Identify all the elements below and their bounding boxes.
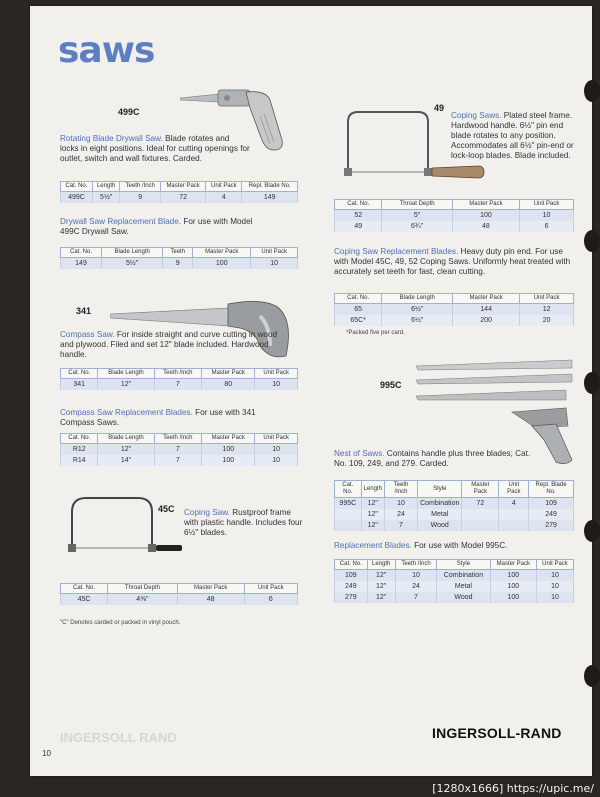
table-row [335, 570, 574, 582]
catalog-page [30, 6, 592, 776]
table-drywall-blade [60, 247, 298, 269]
desc-341 [60, 330, 278, 360]
col-header: Length [92, 182, 120, 192]
watermark: [1280x1666] https://upic.me/ [432, 782, 594, 795]
cell: 149 [61, 258, 102, 270]
carded-note: "C" Denotes carded or packed in vinyl pouch. [60, 620, 181, 626]
col-header: Blade Length [102, 248, 163, 258]
cell: 100 [490, 570, 536, 582]
col-header: Teeth /Inch [120, 182, 161, 192]
col-header: Teeth /Inch [154, 434, 202, 444]
model-341: 341 [76, 306, 92, 316]
cell: 10 [536, 570, 573, 582]
cell: 12" [367, 592, 395, 603]
cell: 10 [255, 455, 298, 466]
col-header: Style [418, 481, 462, 498]
cell: 109 [335, 570, 368, 582]
cell: 279 [335, 592, 368, 603]
cell: 14" [98, 455, 154, 466]
cell: 5" [382, 210, 452, 222]
cell [462, 520, 499, 531]
table-45c [60, 583, 298, 605]
cell: 9 [120, 192, 161, 204]
cell: 7 [395, 592, 436, 603]
col-header: Throat Depth [382, 200, 452, 210]
table-header [335, 560, 574, 570]
cell [499, 520, 529, 531]
col-header: Unit Pack [536, 560, 573, 570]
cell: 24 [395, 581, 436, 592]
desc-995c [334, 449, 534, 469]
table-row [335, 498, 574, 510]
desc-49 [451, 111, 581, 161]
cell: 65C* [335, 315, 382, 326]
title-45c: Coping Saw. [184, 508, 230, 517]
table-row [335, 592, 574, 603]
cell: 65 [335, 304, 382, 316]
cell: 149 [242, 192, 298, 204]
table-row [335, 221, 574, 232]
cell: 10 [520, 210, 574, 222]
cell: 12" [367, 570, 395, 582]
table-row [61, 455, 298, 466]
desc-nest-blades [334, 541, 574, 551]
col-header: Throat Depth [108, 584, 178, 594]
cell: Metal [418, 509, 462, 520]
desc-499c [60, 134, 250, 164]
col-header: Length [367, 560, 395, 570]
col-header: Teeth /Inch [395, 560, 436, 570]
cell: 7 [154, 444, 202, 456]
table-341 [60, 368, 298, 390]
title-49: Coping Saws. [451, 111, 502, 120]
cell: 6½" [382, 304, 453, 316]
cell: 7 [384, 520, 417, 531]
cell: R12 [61, 444, 98, 456]
col-header: Blade Length [382, 294, 453, 304]
model-45c: 45C [158, 504, 175, 514]
table-nest-blades [334, 559, 574, 603]
cell: 6½" [382, 315, 453, 326]
binder-hole [584, 665, 600, 687]
col-header: Length [361, 481, 384, 498]
ghost-brand: INGERSOLL RAND [60, 730, 177, 745]
cell: 6 [520, 221, 574, 232]
col-header: Master Pack [202, 369, 255, 379]
cell: 5½" [92, 192, 120, 204]
cell: 144 [453, 304, 520, 316]
cell: 12" [98, 379, 154, 391]
desc-compass-blades [60, 408, 278, 428]
col-header: Unit Pack [499, 481, 529, 498]
table-header [61, 369, 298, 379]
col-header: Unit Pack [206, 182, 242, 192]
col-header: Cat. No. [61, 248, 102, 258]
cell: 100 [490, 592, 536, 603]
col-header: Master Pack [490, 560, 536, 570]
col-header: Cat. No. [335, 294, 382, 304]
col-header: Teeth /Inch [384, 481, 417, 498]
cell: Combination [418, 498, 462, 510]
cell: R14 [61, 455, 98, 466]
packed-footnote: *Packed five per card. [346, 330, 405, 336]
table-header [61, 434, 298, 444]
col-header: Unit Pack [520, 200, 574, 210]
cell: 4 [499, 498, 529, 510]
col-header: Cat. No. [335, 200, 382, 210]
cell: 12" [367, 581, 395, 592]
binder-hole [584, 80, 600, 102]
col-header: Cat. No. [61, 369, 98, 379]
table-49 [334, 199, 574, 232]
table-row [335, 315, 574, 326]
table-compass-blades [60, 433, 298, 466]
col-header: Unit Pack [255, 434, 298, 444]
table-row [61, 594, 298, 606]
cell: 12 [520, 304, 574, 316]
cell: Metal [437, 581, 490, 592]
cell: 6¾" [382, 221, 452, 232]
cell: 100 [490, 581, 536, 592]
text-49: Plated steel frame. Hardwood handle. 6½" pin end blade rotates to any position. Accommodates all 6½" pin-end or lock-loop blades. Blade included. [451, 111, 574, 160]
cell: 4⅜" [108, 594, 178, 606]
cell: 5½" [102, 258, 163, 270]
cell: 7 [154, 379, 202, 391]
col-header: Master Pack [160, 182, 205, 192]
cell: 279 [529, 520, 574, 531]
col-header: Blade Length [98, 369, 154, 379]
table-row [335, 509, 574, 520]
cell: 20 [520, 315, 574, 326]
text-45c: Rustproof frame with plastic handle. Includes four 6½" blades. [184, 508, 303, 537]
cell: 80 [202, 379, 255, 391]
text-drywall-blade: For use with Model 499C Drywall Saw. [60, 217, 253, 236]
title-499c: Rotating Blade Drywall Saw. [60, 134, 163, 143]
table-header [61, 248, 298, 258]
table-header [335, 200, 574, 210]
title-coping-blades: Coping Saw Replacement Blades. [334, 247, 459, 256]
col-header: Master Pack [452, 200, 519, 210]
cell: 12" [361, 509, 384, 520]
cell: 48 [452, 221, 519, 232]
cell: 109 [529, 498, 574, 510]
table-499c [60, 181, 298, 203]
col-header: Repl. Blade No. [529, 481, 574, 498]
cell: 341 [61, 379, 98, 391]
cell: 45C [61, 594, 108, 606]
col-header: Unit Pack [251, 248, 298, 258]
cell: Wood [437, 592, 490, 603]
title-compass-blades: Compass Saw Replacement Blades. [60, 408, 193, 417]
brand-logo: INGERSOLL-RAND [432, 725, 562, 741]
col-header: Cat. No. [335, 560, 368, 570]
page-number: 10 [42, 749, 51, 758]
text-499c: Blade rotates and locks in eight positions. Ideal for cutting openings for outlet, switch and wall fixtures. Carded. [60, 134, 250, 163]
cell: 10 [536, 592, 573, 603]
model-995c: 995C [380, 380, 402, 390]
table-header [61, 182, 298, 192]
cell: 10 [395, 570, 436, 582]
table-row [61, 444, 298, 456]
cell: 10 [384, 498, 417, 510]
text-coping-blades: Heavy duty pin end. For use with Model 45C, 49, 52 Coping Saws. Uniformly heat treated with accurately set teeth for fast, clean cutting. [334, 247, 571, 276]
cell: 10 [251, 258, 298, 270]
text-nest-blades: For use with Model 995C. [411, 541, 508, 550]
cell: 7 [154, 455, 202, 466]
table-header [61, 584, 298, 594]
table-row [335, 581, 574, 592]
text-995c: Contains handle plus three blades; Cat. No. 109, 249, and 279. Carded. [334, 449, 531, 468]
table-header [335, 481, 574, 498]
model-49: 49 [434, 103, 445, 113]
cell: 24 [384, 509, 417, 520]
table-coping-blades [334, 293, 574, 326]
cell: 4 [206, 192, 242, 204]
table-row [335, 520, 574, 531]
table-row [61, 192, 298, 204]
cell: 249 [529, 509, 574, 520]
cell: 249 [335, 581, 368, 592]
cell [499, 509, 529, 520]
table-995c [334, 480, 574, 531]
col-header: Master Pack [202, 434, 255, 444]
cell: Combination [437, 570, 490, 582]
col-header: Teeth [163, 248, 193, 258]
cell: 72 [462, 498, 499, 510]
cell: 12" [361, 498, 384, 510]
cell: 6 [244, 594, 297, 606]
cell: 12" [361, 520, 384, 531]
cell [335, 520, 362, 531]
col-header: Master Pack [462, 481, 499, 498]
page-title: saws [58, 30, 155, 71]
cell: 72 [160, 192, 205, 204]
cell: 10 [536, 581, 573, 592]
col-header: Repl. Blade No. [242, 182, 298, 192]
col-header: Cat. No. [61, 182, 93, 192]
col-header: Style [437, 560, 490, 570]
title-drywall-blade: Drywall Saw Replacement Blade. [60, 217, 182, 226]
cell [462, 509, 499, 520]
col-header: Blade Length [98, 434, 154, 444]
cell: 12" [98, 444, 154, 456]
table-row [335, 210, 574, 222]
desc-drywall-blade [60, 217, 270, 237]
binder-hole [584, 230, 600, 252]
col-header: Unit Pack [255, 369, 298, 379]
cell: 100 [452, 210, 519, 222]
cell: 995C [335, 498, 362, 510]
col-header: Cat. No. [335, 481, 362, 498]
cell: 100 [193, 258, 251, 270]
desc-coping-blades [334, 247, 574, 277]
cell: 10 [255, 379, 298, 391]
cell: 200 [453, 315, 520, 326]
cell: 10 [255, 444, 298, 456]
col-header: Cat. No. [61, 434, 98, 444]
title-995c: Nest of Saws. [334, 449, 385, 458]
cell: 9 [163, 258, 193, 270]
cell: Wood [418, 520, 462, 531]
col-header: Teeth /Inch [154, 369, 202, 379]
table-header [335, 294, 574, 304]
cell: 499C [61, 192, 93, 204]
table-row [61, 258, 298, 270]
text-compass-blades: For use with 341 Compass Saws. [60, 408, 256, 427]
cell: 100 [202, 455, 255, 466]
col-header: Cat. No. [61, 584, 108, 594]
col-header: Master Pack [177, 584, 244, 594]
title-341: Compass Saw. [60, 330, 115, 339]
cell: 48 [177, 594, 244, 606]
binder-hole [584, 372, 600, 394]
col-header: Master Pack [193, 248, 251, 258]
cell [335, 509, 362, 520]
text-341: For inside straight and curve cutting in wood and plywood. Filed and set 12" blade included. Hardwood handle. [60, 330, 278, 359]
cell: 100 [202, 444, 255, 456]
col-header: Unit Pack [520, 294, 574, 304]
col-header: Unit Pack [244, 584, 297, 594]
cell: 52 [335, 210, 382, 222]
title-nest-blades: Replacement Blades. [334, 541, 412, 550]
model-499c: 499C [118, 107, 140, 117]
desc-45c [184, 508, 304, 538]
table-row [335, 304, 574, 316]
cell: 49 [335, 221, 382, 232]
table-row [61, 379, 298, 391]
col-header: Master Pack [453, 294, 520, 304]
binder-hole [584, 520, 600, 542]
